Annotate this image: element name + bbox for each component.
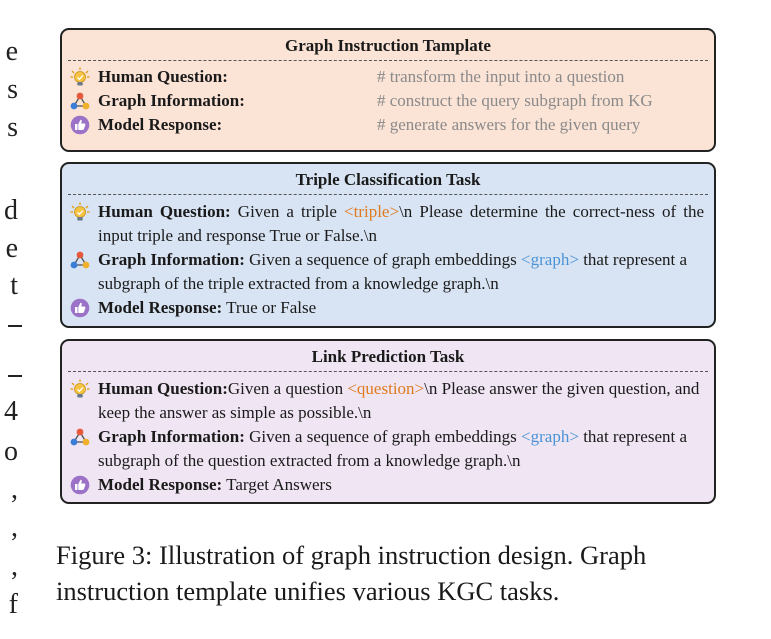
link-graph-post: that represent a subgraph of the question extracted from a knowledge graph.\n	[98, 427, 688, 470]
fragment-9: 4	[4, 396, 18, 427]
triple-model-text: True or False	[222, 298, 317, 317]
link-model-text: Target Answers	[222, 475, 332, 494]
link-graph-label: Graph Information:	[98, 427, 245, 446]
fragment-14: f	[8, 589, 18, 620]
template-box	[60, 28, 716, 152]
triple-graph-label: Graph Information:	[98, 250, 245, 269]
link-prediction-box	[60, 339, 716, 504]
template-model-comment: # generate answers for the given query	[377, 115, 641, 134]
triple-graph-post: that represent a subgraph of the triple extracted from a knowledge graph.\n	[98, 250, 688, 293]
link-question-token: <question>	[347, 379, 425, 398]
link-human-pre: Given a question	[227, 379, 348, 398]
triple-row-human	[62, 200, 714, 248]
lightbulb-icon	[70, 379, 90, 399]
fragment-3: s	[7, 112, 18, 143]
fragment-rule-2	[8, 375, 22, 377]
fragment-12: ,	[11, 512, 18, 543]
link-graph-token: <graph>	[521, 427, 579, 446]
template-row-human	[62, 65, 714, 89]
triple-row-model	[62, 296, 714, 320]
fragment-11: ,	[11, 474, 18, 505]
fragment-10: o	[4, 436, 18, 467]
link-row-model	[62, 473, 714, 497]
thumbs-up-icon	[70, 475, 90, 495]
triple-classification-box	[60, 162, 716, 328]
previous-column-fragment	[0, 20, 40, 635]
graph-nodes-icon	[70, 427, 90, 447]
triple-human-post: \n Please determine the correct-ness of the input triple and response True or False.\n	[98, 202, 705, 245]
thumbs-up-icon	[70, 115, 90, 135]
triple-token: <triple>	[344, 202, 400, 221]
fragment-13: ,	[11, 551, 18, 582]
fragment-5: e	[5, 233, 18, 264]
triple-human-pre: Given a triple	[230, 202, 345, 221]
triple-graph-pre: Given a sequence of graph embeddings	[244, 250, 522, 269]
link-title: Link Prediction Task	[68, 341, 708, 372]
graph-nodes-icon	[70, 91, 90, 111]
template-graph-label: Graph Information:	[98, 91, 245, 110]
template-graph-comment: # construct the query subgraph from KG	[377, 91, 653, 110]
link-graph-pre: Given a sequence of graph embeddings	[244, 427, 522, 446]
lightbulb-icon	[70, 202, 90, 222]
link-human-label: Human Question:	[98, 379, 228, 398]
template-human-comment: # transform the input into a question	[377, 67, 625, 86]
fragment-rule-1	[8, 325, 22, 327]
template-model-label: Model Response:	[98, 115, 223, 134]
graph-nodes-icon	[70, 250, 90, 270]
template-row-model	[62, 113, 714, 137]
figure-caption: Figure 3: Illustration of graph instruction design. Graph instruction template unifies various KGC tasks.	[56, 540, 647, 606]
template-row-graph	[62, 89, 714, 113]
template-title: Graph Instruction Tamplate	[68, 30, 708, 61]
fragment-2: s	[7, 74, 18, 105]
fragment-1: e	[5, 36, 18, 67]
triple-graph-token: <graph>	[521, 250, 579, 269]
link-human-post: \n Please answer the given question, and keep the answer as simple as possible.\n	[98, 379, 700, 422]
thumbs-up-icon	[70, 298, 90, 318]
link-model-label: Model Response:	[98, 475, 223, 494]
fragment-4: d	[4, 195, 18, 226]
template-human-label: Human Question:	[98, 67, 228, 86]
triple-row-graph	[62, 248, 714, 296]
link-row-human	[62, 377, 714, 425]
triple-model-label: Model Response:	[98, 298, 223, 317]
triple-human-label: Human Question:	[98, 202, 231, 221]
triple-title: Triple Classification Task	[68, 164, 708, 195]
lightbulb-icon	[70, 67, 90, 87]
fragment-6: t	[10, 270, 18, 301]
link-row-graph	[62, 425, 714, 473]
